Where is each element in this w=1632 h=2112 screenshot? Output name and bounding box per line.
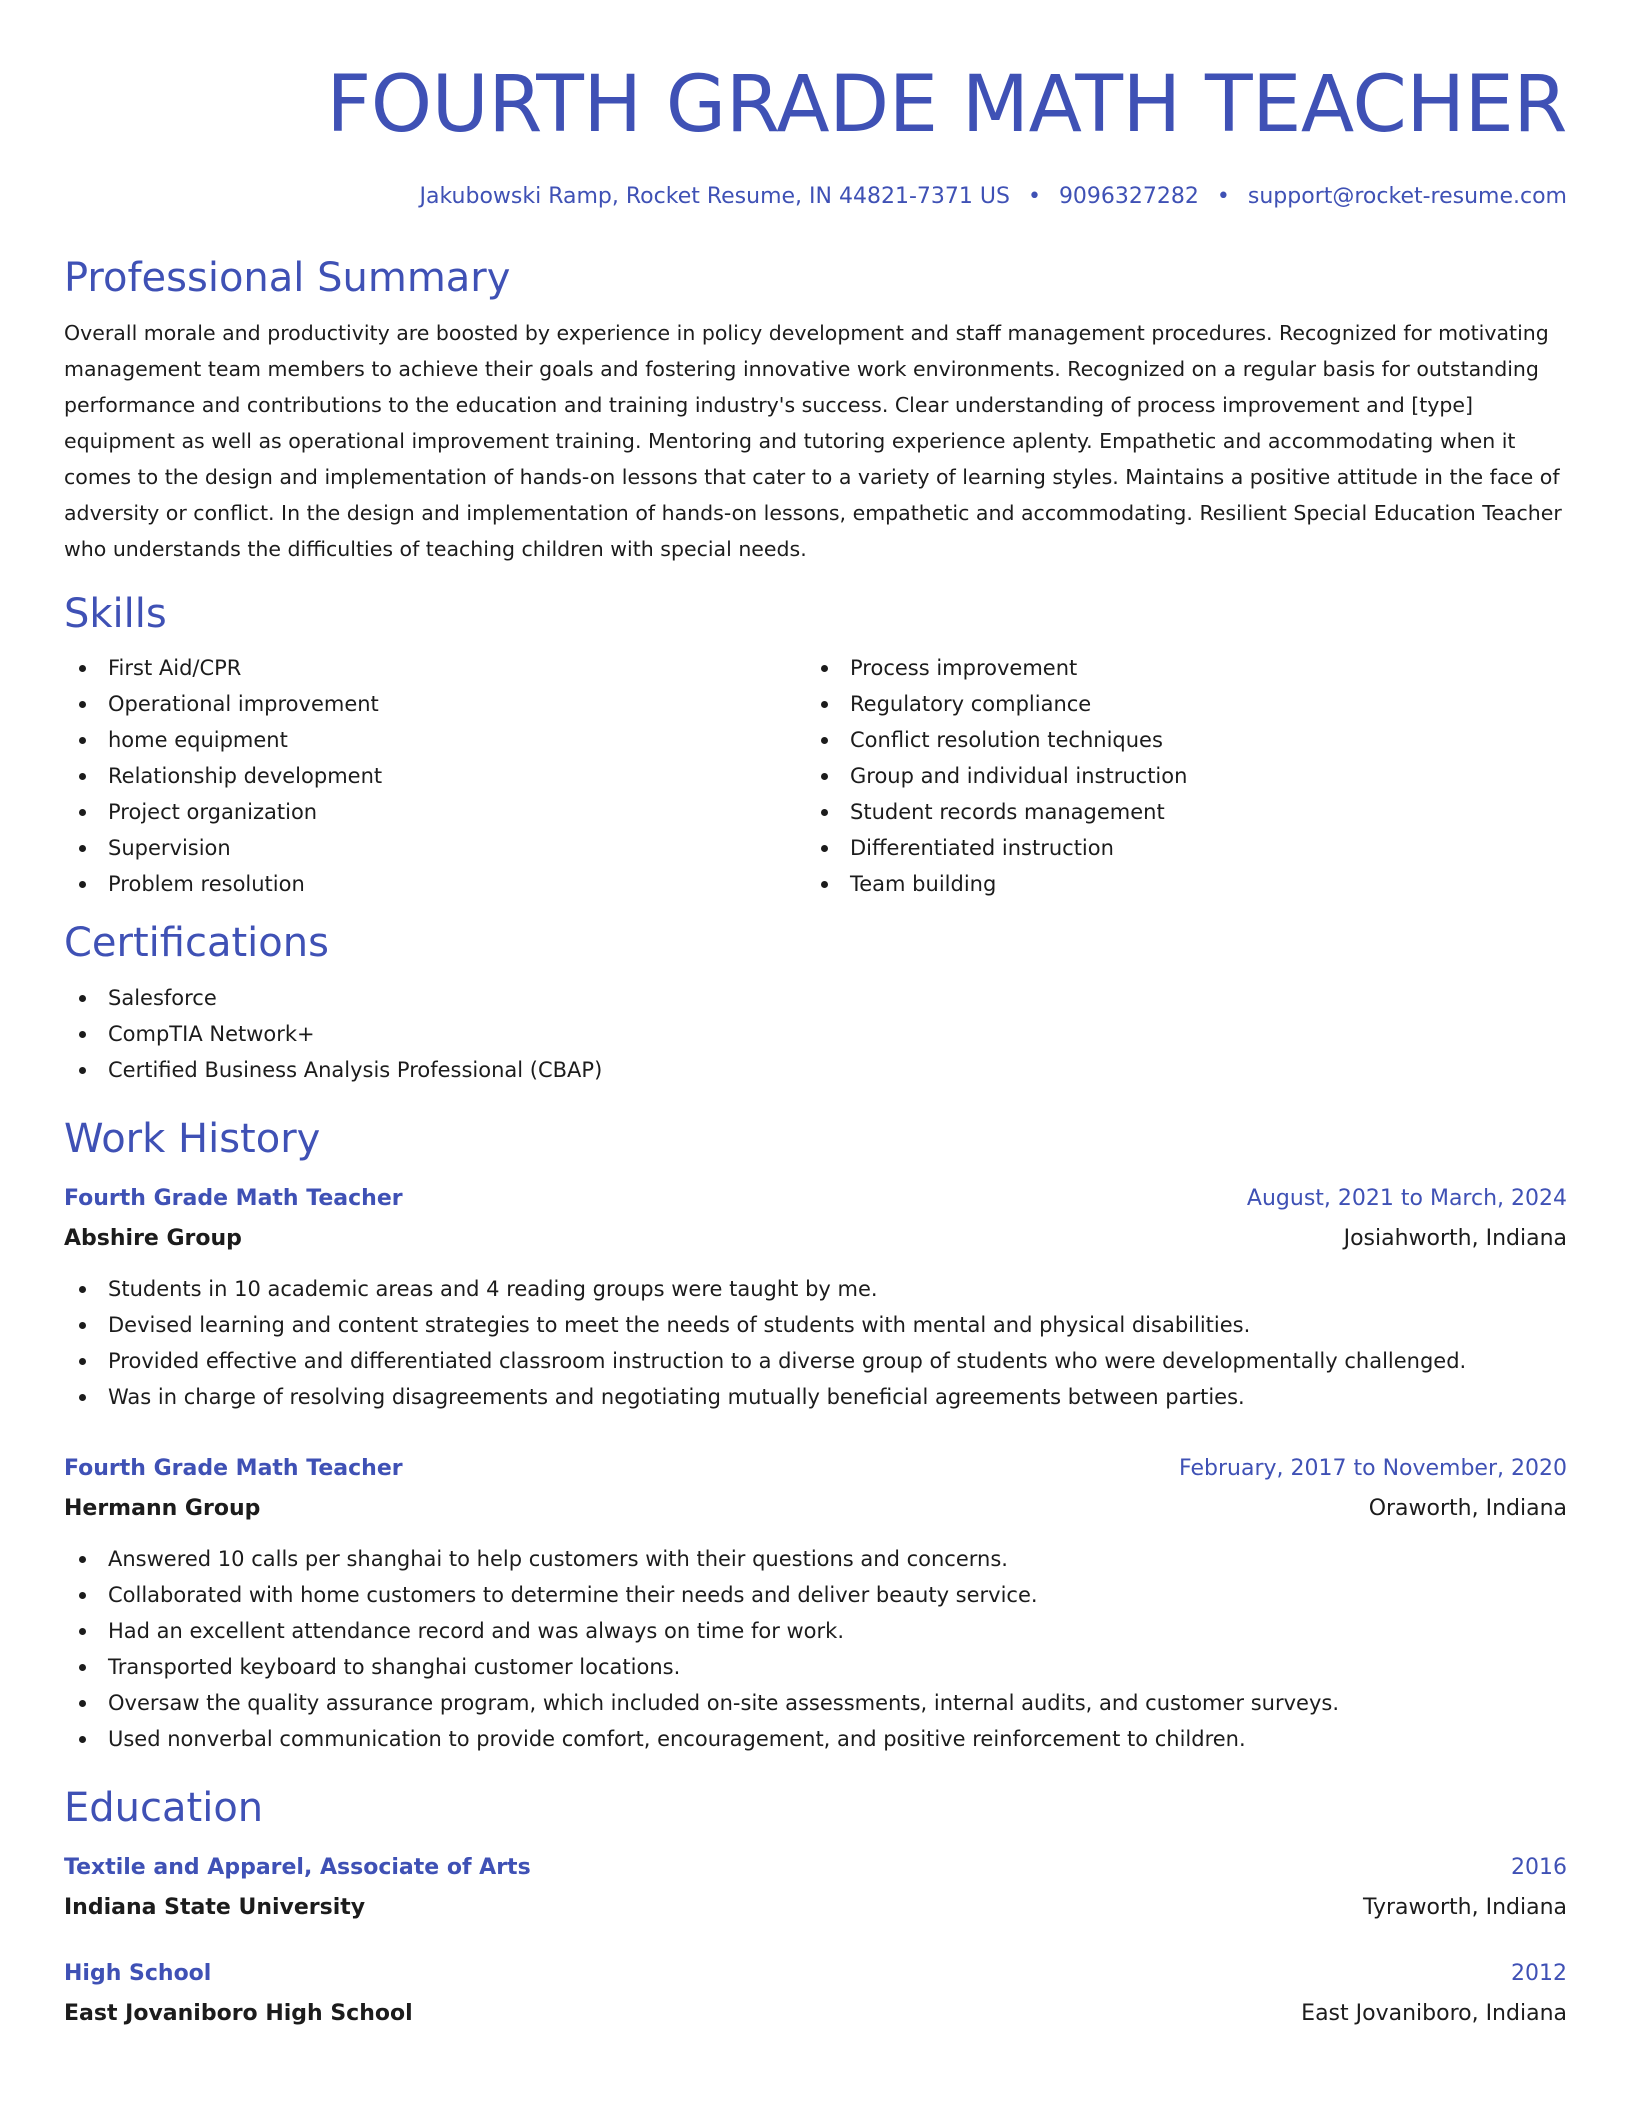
skill-item: Student records management [806, 794, 1548, 830]
job-title-row [64, 1451, 1567, 1487]
job-bullet: Students in 10 academic areas and 4 reading groups were taught by me. [64, 1271, 1567, 1307]
job-bullets [64, 1541, 1567, 1757]
education-school: East Jovaniboro High School [64, 2001, 413, 2026]
job-dates: August, 2021 to March, 2024 [1246, 1186, 1567, 1211]
education-heading: Education [64, 1785, 264, 1831]
summary-heading: Professional Summary [64, 255, 511, 301]
job-company-row [64, 1487, 1567, 1527]
skills-heading: Skills [64, 591, 167, 637]
education-school: Indiana State University [64, 1895, 366, 1920]
work-history-heading: Work History [64, 1116, 321, 1162]
job-bullets [64, 1271, 1567, 1415]
job-entry [64, 1181, 1567, 1415]
skill-item: Project organization [64, 794, 806, 830]
certification-item: Salesforce [64, 980, 1567, 1016]
job-location: Josiahworth, Indiana [1343, 1226, 1567, 1251]
job-title-row [64, 1181, 1567, 1217]
contact-separator: • [1216, 184, 1230, 209]
job-company: Hermann Group [64, 1496, 261, 1521]
skill-item: Supervision [64, 830, 806, 866]
contact-line [64, 182, 1567, 212]
education-school-row [64, 1886, 1567, 1926]
job-bullet: Transported keyboard to shanghai customer locations. [64, 1649, 1567, 1685]
job-bullet: Answered 10 calls per shanghai to help customers with their questions and concerns. [64, 1541, 1567, 1577]
job-bullet: Collaborated with home customers to determine their needs and deliver beauty service. [64, 1577, 1567, 1613]
job-bullet: Devised learning and content strategies to meet the needs of students with mental and physical disabilities. [64, 1307, 1567, 1343]
skill-item: Conflict resolution techniques [806, 722, 1548, 758]
skills-list-left [64, 650, 806, 902]
skill-item: home equipment [64, 722, 806, 758]
skills-list-right [806, 650, 1548, 902]
contact-email: support@rocket-resume.com [1247, 184, 1567, 209]
contact-phone: 9096327282 [1058, 184, 1199, 209]
skill-item: Regulatory compliance [806, 686, 1548, 722]
certification-item: Certified Business Analysis Professional (CBAP) [64, 1052, 1567, 1088]
skill-item: Process improvement [806, 650, 1548, 686]
education-entry [64, 1956, 1567, 2032]
education-degree-row [64, 1850, 1567, 1886]
job-role: Fourth Grade Math Teacher [64, 1456, 403, 1481]
education-degree: High School [64, 1961, 212, 1986]
education-location: Tyraworth, Indiana [1362, 1895, 1567, 1920]
skill-item: Operational improvement [64, 686, 806, 722]
education-entry [64, 1850, 1567, 1926]
job-role: Fourth Grade Math Teacher [64, 1186, 403, 1211]
job-bullet: Used nonverbal communication to provide comfort, encouragement, and positive reinforcement to children. [64, 1721, 1567, 1757]
job-bullet: Was in charge of resolving disagreements and negotiating mutually beneficial agreements between parties. [64, 1379, 1567, 1415]
education-year: 2016 [1511, 1855, 1567, 1880]
job-company: Abshire Group [64, 1226, 242, 1251]
skill-item: Team building [806, 866, 1548, 902]
skills-columns [64, 650, 1567, 902]
job-dates: February, 2017 to November, 2020 [1179, 1456, 1567, 1481]
education-degree: Textile and Apparel, Associate of Arts [64, 1855, 531, 1880]
certifications-heading: Certifications [64, 920, 329, 966]
education-degree-row [64, 1956, 1567, 1992]
contact-separator: • [1027, 184, 1041, 209]
certifications-list [64, 980, 1567, 1088]
education-school-row [64, 1992, 1567, 2032]
skill-item: Problem resolution [64, 866, 806, 902]
summary-text: Overall morale and productivity are boosted by experience in policy development and staff management procedures. Recognized for motivating management team members to achieve their goals and fostering innovative work environments. Recognized on a regular basis for outstanding performance and contributions to the education and training industry's success. Clear understanding of process improvement and [type] equipment as well as operational improvement training. Mentoring and tutoring experience aplenty. Empathetic and accommodating when it comes to the design and implementation of hands-on lessons that cater to a variety of learning styles. Maintains a positive attitude in the face of adversity or conflict. In the design and implementation of hands-on lessons, empathetic and accommodating. Resilient Special Education Teacher who understands the difficulties of teaching children with special needs. [64, 321, 1562, 561]
skill-item: Differentiated instruction [806, 830, 1548, 866]
skill-item: First Aid/CPR [64, 650, 806, 686]
job-bullet: Oversaw the quality assurance program, which included on-site assessments, internal audits, and customer surveys. [64, 1685, 1567, 1721]
education-year: 2012 [1511, 1961, 1567, 1986]
job-bullet: Had an excellent attendance record and was always on time for work. [64, 1613, 1567, 1649]
resume-page [64, 0, 1567, 2032]
skill-item: Relationship development [64, 758, 806, 794]
education-location: East Jovaniboro, Indiana [1301, 2001, 1567, 2026]
certification-item: CompTIA Network+ [64, 1016, 1567, 1052]
skill-item: Group and individual instruction [806, 758, 1548, 794]
resume-name: FOURTH GRADE MATH TEACHER [326, 60, 1567, 150]
job-location: Oraworth, Indiana [1368, 1496, 1567, 1521]
job-company-row [64, 1217, 1567, 1257]
job-entry [64, 1451, 1567, 1757]
contact-address: Jakubowski Ramp, Rocket Resume, IN 44821-7371 US [419, 184, 1010, 209]
job-bullet: Provided effective and differentiated classroom instruction to a diverse group of students who were developmentally challenged. [64, 1343, 1567, 1379]
